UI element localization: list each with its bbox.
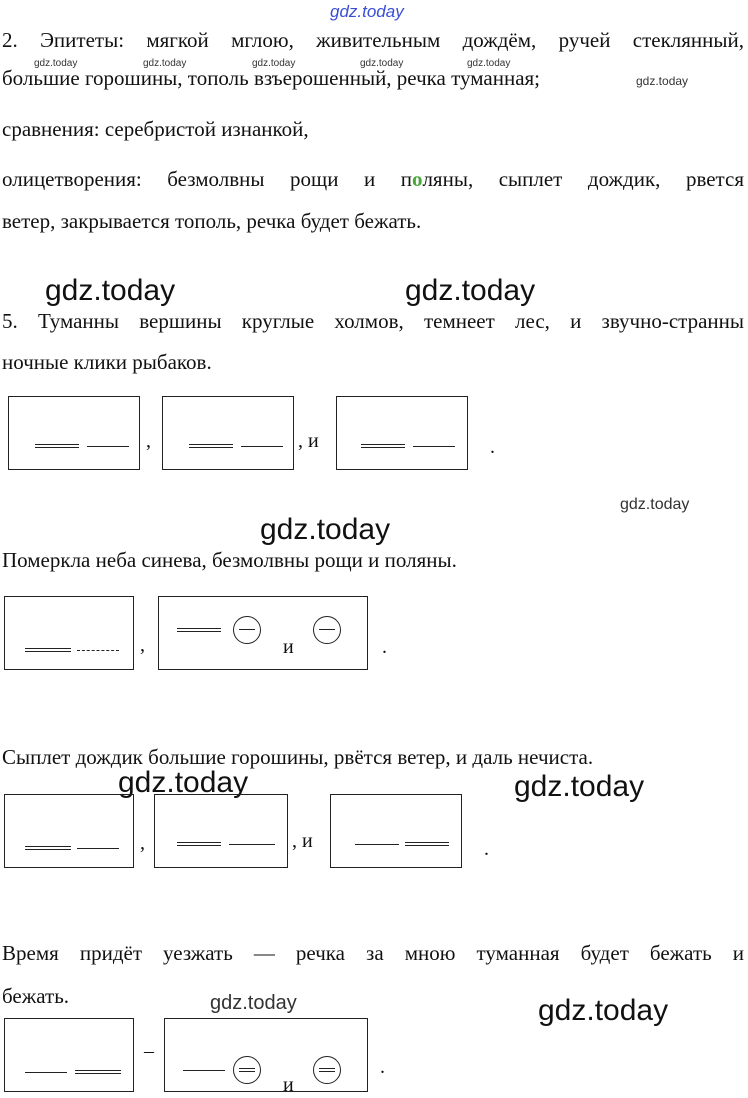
predicate-underline: [413, 446, 455, 447]
predicate-underline: [241, 446, 283, 447]
section2-line4-part2: ляны, сыплет дождик, рвется: [422, 167, 744, 191]
homogeneous-subject-circle: [233, 616, 261, 644]
predicate-underline: [355, 844, 399, 845]
predicate-underline: [229, 844, 275, 845]
watermark-large: gdz.today: [45, 274, 176, 307]
watermark-large: gdz.today: [260, 513, 391, 546]
subject-underline: [25, 846, 71, 850]
section2-line4: [2, 167, 744, 191]
subject-underline: [25, 648, 71, 652]
scheme-dash: –: [144, 1040, 154, 1062]
scheme-bracket: [4, 794, 134, 868]
scheme-bracket: [4, 1018, 134, 1092]
section2-line1: 2. Эпитеты: мягкой мглою, живительным дождём, ручей стеклянный,: [2, 28, 744, 52]
section2-line5: ветер, закрывается тополь, речка будет бежать.: [2, 209, 422, 233]
watermark-small: gdz.today: [34, 58, 78, 69]
watermark-large: gdz.today: [405, 274, 536, 307]
predicate-underline: [177, 628, 221, 632]
predicate-underline: [77, 848, 119, 849]
predicate-underline: [183, 1070, 225, 1071]
sentence-4-line2: бежать.: [2, 984, 70, 1008]
scheme-period: .: [380, 1056, 385, 1078]
homogeneous-subject-circle: [313, 616, 341, 644]
subject-underline: [405, 842, 449, 846]
homogeneous-predicate-circle: [313, 1056, 341, 1084]
scheme-bracket: [336, 396, 468, 470]
section5-line2: ночные клики рыбаков.: [2, 350, 212, 374]
watermark-medium: gdz.today: [210, 992, 297, 1014]
watermark-medium: gdz.today: [620, 496, 690, 513]
scheme-bracket: [154, 794, 288, 868]
predicate-underline: [87, 446, 129, 447]
sentence-4-line1: Время придёт уезжать — речка за мною туманная будет бежать и: [2, 941, 744, 965]
watermark-top: gdz.today: [330, 2, 404, 21]
scheme-bracket: [158, 596, 368, 670]
scheme-separator: ,: [146, 430, 151, 452]
section5-line1: 5. Туманны вершины круглые холмов, темнеет лес, и звучно-странны: [2, 309, 744, 333]
watermark-small: gdz.today: [143, 58, 187, 69]
section2-line2: большие горошины, тополь взъерошенный, речка туманная;: [2, 66, 541, 90]
watermark-inline: gdz.today: [636, 74, 689, 88]
subject-underline: [189, 444, 233, 448]
subject-underline: [75, 1070, 121, 1074]
watermark-large: gdz.today: [538, 994, 669, 1027]
sentence-3: Сыплет дождик большие горошины, рвётся ветер, и даль нечиста.: [2, 745, 594, 769]
subject-underline: [177, 842, 221, 846]
scheme-conjunction: и: [283, 636, 294, 658]
subject-underline: [361, 444, 405, 448]
subject-underline: [35, 444, 79, 448]
scheme-separator: ,: [140, 832, 145, 854]
scheme-bracket: [8, 396, 140, 470]
scheme-bracket: [164, 1018, 368, 1096]
section2-line4-highlight: о: [411, 167, 423, 191]
section2-line4-part1: олицетворения: безмолвны рощи и п: [2, 167, 412, 191]
watermark-small: gdz.today: [252, 58, 296, 69]
scheme-period: .: [484, 838, 489, 860]
predicate-underline: [77, 650, 119, 651]
scheme-bracket: [4, 596, 134, 670]
scheme-bracket: [330, 794, 462, 868]
scheme-separator: , и: [292, 830, 313, 852]
scheme-separator: , и: [298, 430, 319, 452]
sentence-2: Померкла неба синева, безмолвны рощи и поляны.: [2, 548, 457, 572]
scheme-period: .: [490, 436, 495, 458]
scheme-conjunction: и: [283, 1074, 294, 1096]
homogeneous-predicate-circle: [233, 1056, 261, 1084]
watermark-large: gdz.today: [118, 766, 249, 799]
scheme-separator: ,: [140, 634, 145, 656]
scheme-period: .: [382, 636, 387, 658]
watermark-small: gdz.today: [360, 58, 404, 69]
section2-line3: сравнения: серебристой изнанкой,: [2, 117, 309, 141]
predicate-underline: [25, 1072, 67, 1073]
scheme-bracket: [162, 396, 294, 470]
watermark-large: gdz.today: [514, 770, 645, 803]
watermark-small: gdz.today: [467, 58, 511, 69]
